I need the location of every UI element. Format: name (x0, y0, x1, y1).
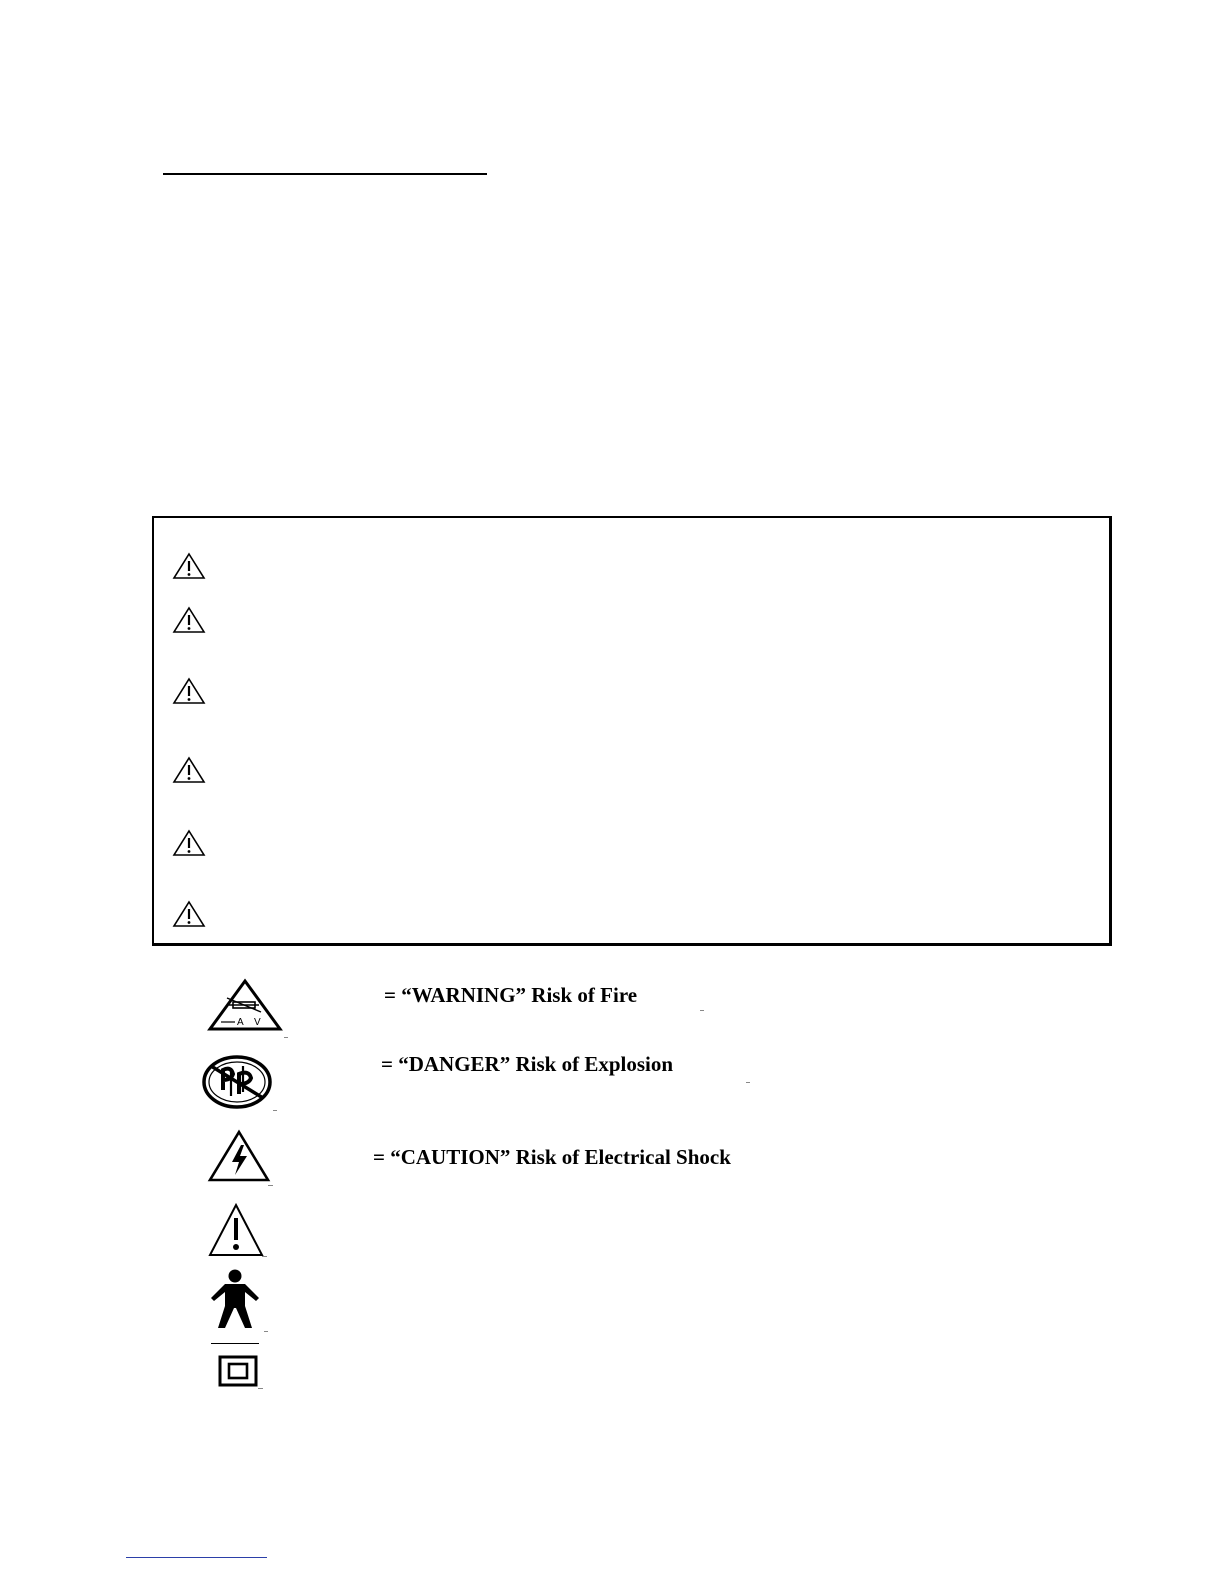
svg-text:A: A (237, 1017, 244, 1028)
warning-triangle-icon (172, 900, 208, 928)
body-applied-part-icon (208, 1268, 262, 1335)
electrical-shock-label: = “CAUTION” Risk of Electrical Shock (373, 1145, 731, 1169)
warning-triangle-icon (172, 677, 208, 705)
scan-mark (273, 1110, 277, 1111)
scan-mark (746, 1082, 750, 1083)
title-underline (163, 173, 487, 175)
warning-triangle-icon (172, 606, 208, 634)
scan-mark (264, 1331, 268, 1332)
scan-mark (268, 1185, 273, 1186)
fire-warning-icon (207, 978, 283, 1037)
fire-warning-label: = “WARNING” Risk of Fire (384, 983, 638, 1007)
scan-mark (284, 1037, 288, 1038)
svg-text:V: V (254, 1017, 261, 1028)
footer-rule (126, 1557, 267, 1558)
double-insulation-icon (218, 1355, 258, 1392)
electrical-shock-icon (207, 1129, 271, 1188)
warning-triangle-icon (172, 552, 208, 580)
warning-triangle-icon (172, 829, 208, 857)
explosion-danger-icon (201, 1054, 273, 1115)
double-insulation-topline (211, 1343, 259, 1344)
scan-mark (258, 1388, 263, 1389)
scan-mark (262, 1256, 267, 1257)
safety-warning-box (152, 516, 1112, 946)
attention-triangle-icon (207, 1202, 265, 1263)
warning-triangle-icon (172, 756, 208, 784)
scan-mark (700, 1010, 704, 1011)
explosion-danger-label: = “DANGER” Risk of Explosion (381, 1052, 674, 1076)
